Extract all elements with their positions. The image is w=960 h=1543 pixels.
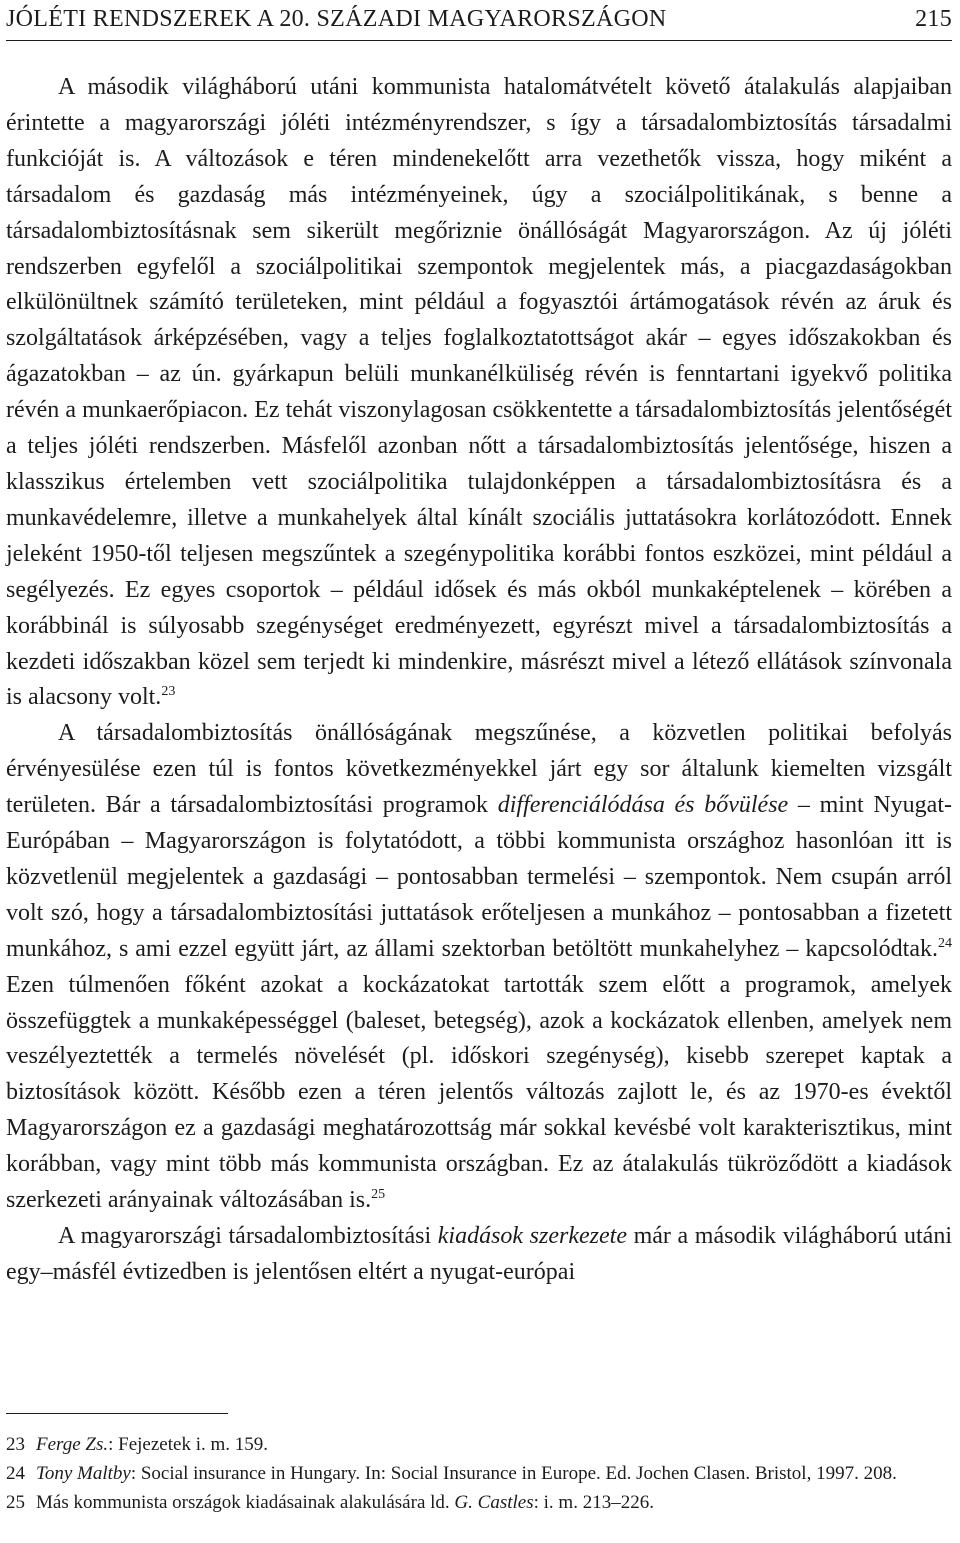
paragraph-1 (6, 70, 952, 716)
footnote-23 (6, 1430, 952, 1459)
running-header (6, 4, 952, 34)
paragraph-3 (6, 1219, 952, 1291)
footnote-text: : Social insurance in Hungary. In: Social Insurance in Europe. Ed. Jochen Clasen. Bristol, 1997. 208. (130, 1463, 897, 1484)
footnote-ref-24[interactable]: 24 (938, 935, 952, 951)
footnote-number: 23 (6, 1434, 25, 1455)
footnote-author: Ferge Zs. (36, 1434, 109, 1455)
footnote-author: Tony Maltby (36, 1463, 131, 1484)
paragraph-2-text-b: – mint Nyugat-Európában – Magyarországon is folytatódott, a többi kommunista országhoz hasonlóan itt is közvetlenül megjelentek a gazdasági – pontosabban termelési – szempontok. Nem csupán arról volt szó, hogy a társadalombiztosítási juttatások erőteljesen a munkához – pontosabban a fizetett munkához, s ami ezzel együtt járt, az állami szektorban betöltött munkahelyhez – kapcsolódtak. (6, 792, 952, 962)
footnote-number: 24 (6, 1463, 25, 1484)
footnote-text: : Fejezetek i. m. 159. (108, 1434, 269, 1455)
footnote-separator (6, 1413, 228, 1414)
body-text (6, 70, 952, 1291)
running-header-title: JÓLÉTI RENDSZEREK A 20. SZÁZADI MAGYARORSZÁGON (6, 6, 667, 32)
paragraph-2 (6, 716, 952, 1219)
page-number: 215 (915, 6, 952, 32)
paragraph-3-text-a: A magyarországi társadalombiztosítási (58, 1223, 438, 1249)
footnote-text-pre: Más kommunista országok kiadásainak alakulására ld. (36, 1492, 455, 1513)
paragraph-2-text-c: Ezen túlmenően főként azokat a kockázatokat tartották szem előtt a programok, amelyek összefüggtek a munkaképességgel (baleset, betegség), azok a kockázatok ellenben, amelyek nem veszélyeztették a termelés növelését (pl. időskori szegénység), kisebb szerepet kaptak a biztosítások között. Később ezen a téren jelentős változás zajlott le, és az 1970-es évektől Magyarországon ez a gazdasági meghatározottság már sokkal kevésbé volt karakterisztikus, mint korábban, vagy mint több más kommunista országban. Ez az átalakulás tükröződött a kiadások szerkezeti arányainak változásában is. (6, 971, 952, 1214)
paragraph-3-emphasis: kiadások szerkezete (437, 1223, 627, 1249)
footnote-number: 25 (6, 1492, 25, 1513)
footnote-ref-23[interactable]: 23 (161, 684, 176, 700)
paragraph-1-text: A második világháború utáni kommunista hatalomátvételt követő átalakulás alapjaiban érintette a magyarországi jóléti intézményrendszer, s így a társadalombiztosítás társadalmi funkcióját is. A változások e téren mindenekelőtt arra vezethetők vissza, hogy miként a társadalom és gazdaság más intézményeinek, úgy a szociálpolitikának, s benne a társadalombiztosításnak sem sikerült megőriznie önállóságát Magyarországon. Az új jóléti rendszerben egyfelől a szociálpolitikai szempontok megjelentek más, a piacgazdaságokban elkülönültnek számító területeken, mint például a fogyasztói ártámogatások révén az áruk és szolgáltatások árképzésében, vagy a teljes foglalkoztatottságot akár – egyes időszakokban és ágazatokban – az ún. gyárkapun belüli munkanélküliség révén is fenntartani igyekvő politika révén a munkaerőpiacon. Ez tehát viszonylagosan csökkentette a társadalombiztosítás jelentőségét a teljes jóléti rendszerben. Másfelől azonban nőtt a társadalombiztosítás jelentősége, hiszen a klasszikus értelemben vett szociálpolitika tulajdonképpen a társadalombiztosításra és a munkavédelemre, illetve a munkahelyek által kínált szociális juttatásokra korlátozódott. Ennek jeleként 1950-től teljesen megszűntek a szegénypolitika korábbi fontos eszközei, mint például a segélyezés. Ez egyes csoportok – például idősek és más okból munkaképtelenek – körében a korábbinál is súlyosabb szegénységet eredményezett, egyrészt mivel a társadalombiztosítás a kezdeti időszakban közel sem terjedt ki mindenkire, másrészt mivel a létező ellátások színvonala is alacsony volt. (6, 74, 952, 711)
paragraph-3-text-b: már a második világháború utáni egy–másfél évtizedben is jelentősen eltért a nyugat-európai (6, 1223, 952, 1285)
footnote-ref-25[interactable]: 25 (371, 1187, 386, 1203)
footnote-text: : i. m. 213–226. (533, 1492, 654, 1513)
paragraph-2-text-a: A társadalombiztosítás önállóságának megszűnése, a közvetlen politikai befolyás érvényesülése ezen túl is fontos következményekkel járt egy sor általunk kiemelten vizsgált területen. Bár a társadalombiztosítási programok (6, 720, 952, 819)
paragraph-2-emphasis: differenciálódása és bővülése (497, 792, 789, 819)
footnote-24 (6, 1459, 952, 1488)
footnotes (6, 1430, 952, 1517)
footnote-25 (6, 1488, 952, 1517)
header-rule (6, 40, 952, 41)
footnote-author: G. Castles (454, 1492, 534, 1513)
